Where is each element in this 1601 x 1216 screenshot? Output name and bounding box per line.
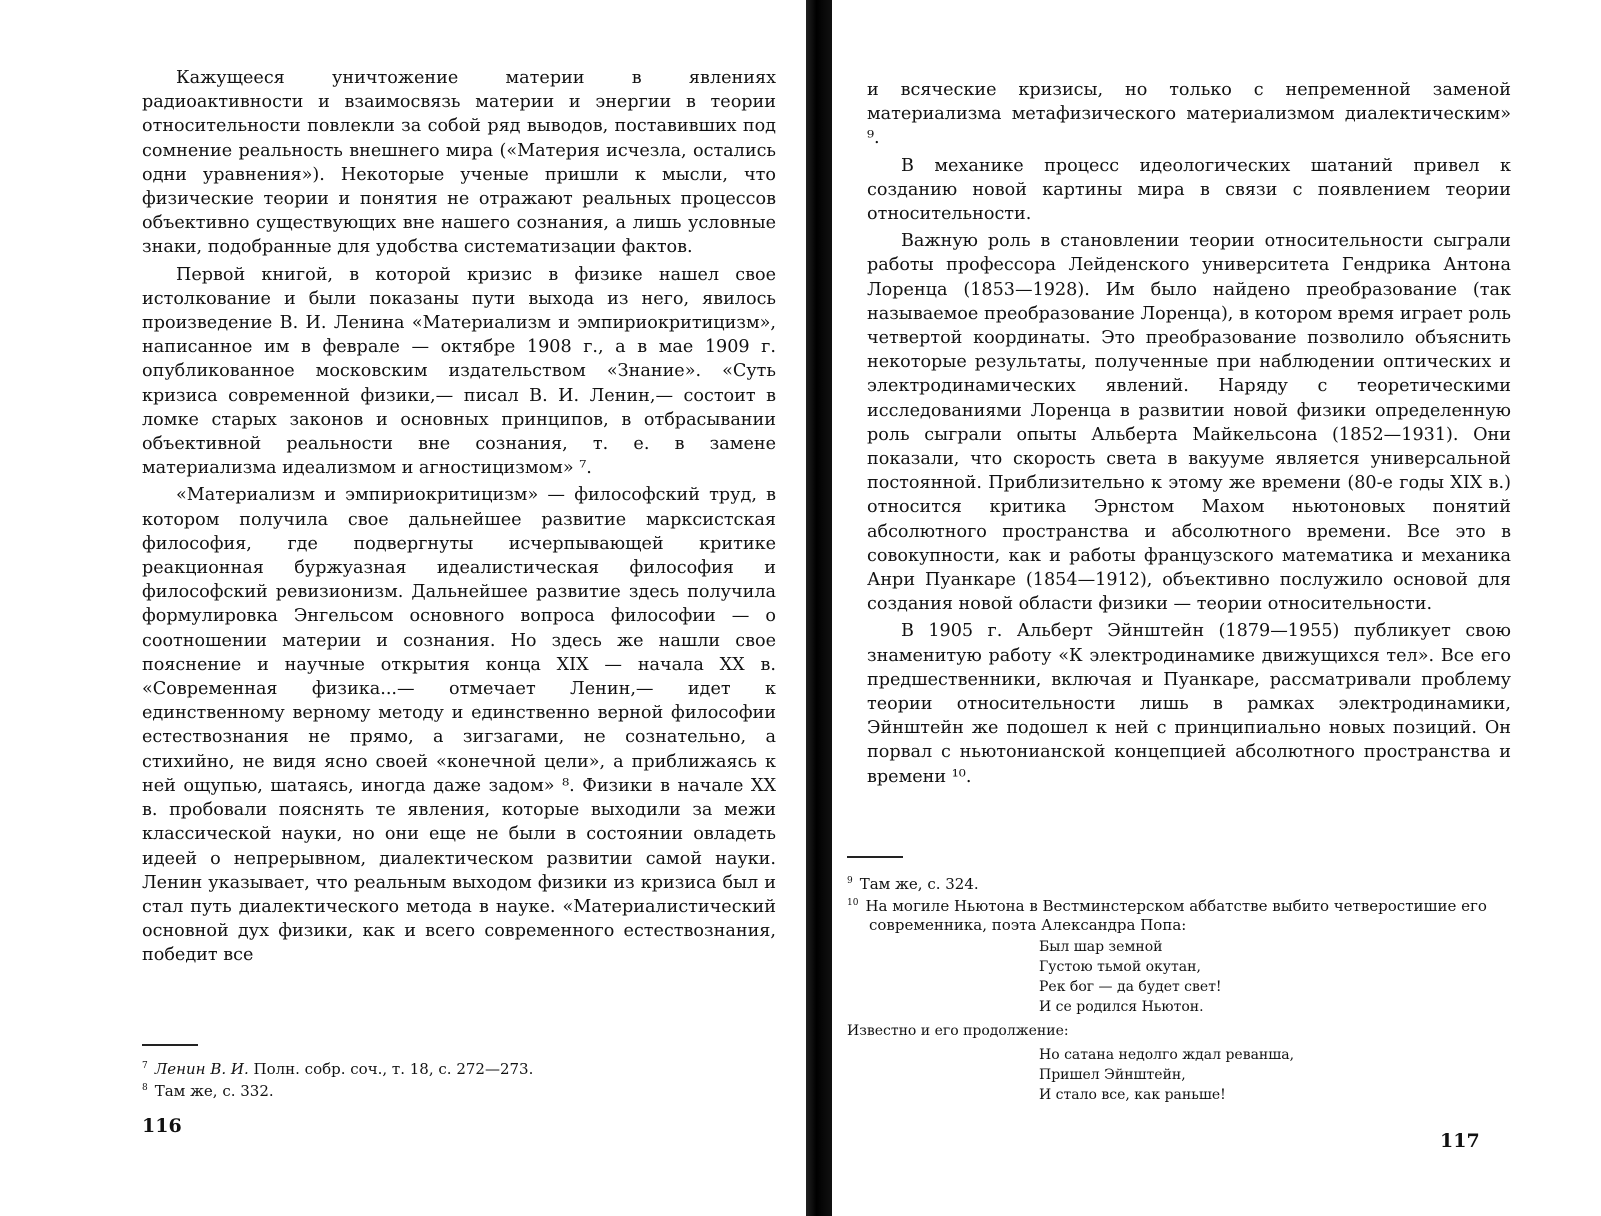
paragraph: В 1905 г. Альберт Эйнштейн (1879—1955) публикует свою знаменитую работу «К электродинамике движущихся тел». Все его предшественники, включая и Пуанкаре, рассматривали проблему теории относительности лишь в рамках электродинамики, Эйнштейн же подошел к ней с принципиально новых позиций. Он порвал с ньютонианской концепцией абсолютного пространства и времени ¹⁰. — [867, 621, 1511, 787]
page-number: 117 — [1440, 1130, 1480, 1152]
paragraph: Кажущееся уничтожение материи в явлениях радиоактивности и взаимосвязь материи и энергии в теории относительности повлекли за собой ряд выводов, поставивших под сомнение реальность внешнего мира («Материя исчезла, остались одни уравнения»). Некоторые ученые пришли к мысли, что физические теории и понятия не отражают реальных процессов объективно существующих вне нашего сознания, а лишь условные знаки, подобранные для удобства систематизации фактов. — [142, 68, 776, 258]
paragraph: Важную роль в становлении теории относительности сыграли работы профессора Лейденского университета Гендрика Антона Лоренца (1853—1928). Им было найдено преобразование (так называемое преобразование Лоренца), в котором время играет роль четвертой координаты. Это преобразование позволило объяснить некоторые результаты, полученные при наблюдении оптических и электродинамических явлений. Наряду с теоретическими исследованиями Лоренца в развитии новой физики определенную роль сыграли опыты Альберта Майкельсона (1852—1931). Они показали, что скорость света в вакууме является универсальной постоянной. Приблизительно к этому же времени (80-е годы XIX в.) относится критика Эрнстом Махом ньютоновых понятий абсолютного пространства и абсолютного времени. Все это в совокупности, как и работы французского математика и механика Анри Пуанкаре (1854—1912), объективно послужило основой для создания новой области физики — теории относительности. — [867, 231, 1511, 615]
page-number: 116 — [142, 1115, 182, 1137]
poem-line: Но сатана недолго ждал реванша, — [1039, 1047, 1295, 1063]
left-footnotes — [142, 1057, 762, 1101]
footnote-author: Ленин В. И. — [154, 1060, 249, 1078]
footnote: $^7$ Ленин В. И. Полн. собр. соч., т. 18, с. 272—273. — [142, 1060, 534, 1078]
footnote: $^{10}$ На могиле Ньютона в Вестминстерском аббатстве выбито четверостишие его современника, поэта Александра Попа: — [847, 897, 1487, 934]
poem-stanza-1 — [1039, 937, 1487, 1017]
footnote: $^8$ Там же, с. 332. — [142, 1082, 274, 1100]
poem-line: Был шар земной — [1039, 939, 1163, 955]
left-body-text — [142, 66, 776, 968]
footnote-rule — [142, 1044, 198, 1046]
right-page — [830, 0, 1601, 1216]
book-gutter — [806, 0, 832, 1216]
footnote-rule — [847, 856, 903, 858]
poem-line: Пришел Эйнштейн, — [1039, 1067, 1186, 1083]
paragraph: Первой книгой, в которой кризис в физике нашел свое истолкование и были показаны пути выхода из него, явилось произведение В. И. Ленина «Материализм и эмпириокритицизм», написанное им в феврале — октябре 1908 г., а в мае 1909 г. опубликованное московским издательством «Знание». «Суть кризиса современной физики,— писал В. И. Ленин,— состоит в ломке старых законов и основных принципов, в отбрасывании объективной реальности вне сознания, т. е. в замене материализма идеализмом и агностицизмом» ⁷. — [142, 264, 776, 479]
poem-line: Рек бог — да будет свет! — [1039, 979, 1222, 995]
poem-stanza-2 — [1039, 1045, 1487, 1105]
right-body-text — [867, 78, 1511, 789]
poem-line: И стало все, как раньше! — [1039, 1087, 1226, 1103]
poem-line: Густою тьмой окутан, — [1039, 959, 1201, 975]
right-footnotes — [847, 872, 1487, 1105]
left-page — [0, 0, 800, 1216]
poem-intro: Известно и его продолжение: — [847, 1023, 1069, 1039]
paragraph: В механике процесс идеологических шатаний привел к созданию новой картины мира в связи с появлением теории относительности. — [867, 155, 1511, 225]
paragraph: и всяческие кризисы, но только с непременной заменой материализма метафизического материализмом диалектическим» ⁹. — [867, 80, 1511, 149]
paragraph: «Материализм и эмпириокритицизм» — философский труд, в котором получила свое дальнейшее развитие марксистская философия, где подвергнуты исчерпывающей критике реакционная буржуазная идеалистическая философия и философский ревизионизм. Дальнейшее развитие здесь получила формулировка Энгельсом основного вопроса философии — о соотношении материи и сознания. Но здесь же нашли свое пояснение и научные открытия конца XIX — начала XX в. «Современная физика...— отмечает Ленин,— идет к единственному верному методу и единственно верной философии естествознания не прямо, а зигзагами, не сознательно, а стихийно, не видя ясно своей «конечной цели», а приближаясь к ней ощупью, шатаясь, иногда даже задом» ⁸. Физики в начале XX в. пробовали пояснять те явления, которые выходили за межи классической науки, но они еще не были в состоянии овладеть идеей о непрерывном, диалектическом развитии самой науки. Ленин указывает, что реальным выходом физики из кризиса был и стал путь диалектического метода в науке. «Материалистический основной дух физики, как и всего современного естествознания, победит все — [142, 485, 776, 966]
footnote: $^9$ Там же, с. 324. — [847, 875, 979, 893]
poem-line: И се родился Ньютон. — [1039, 999, 1204, 1015]
